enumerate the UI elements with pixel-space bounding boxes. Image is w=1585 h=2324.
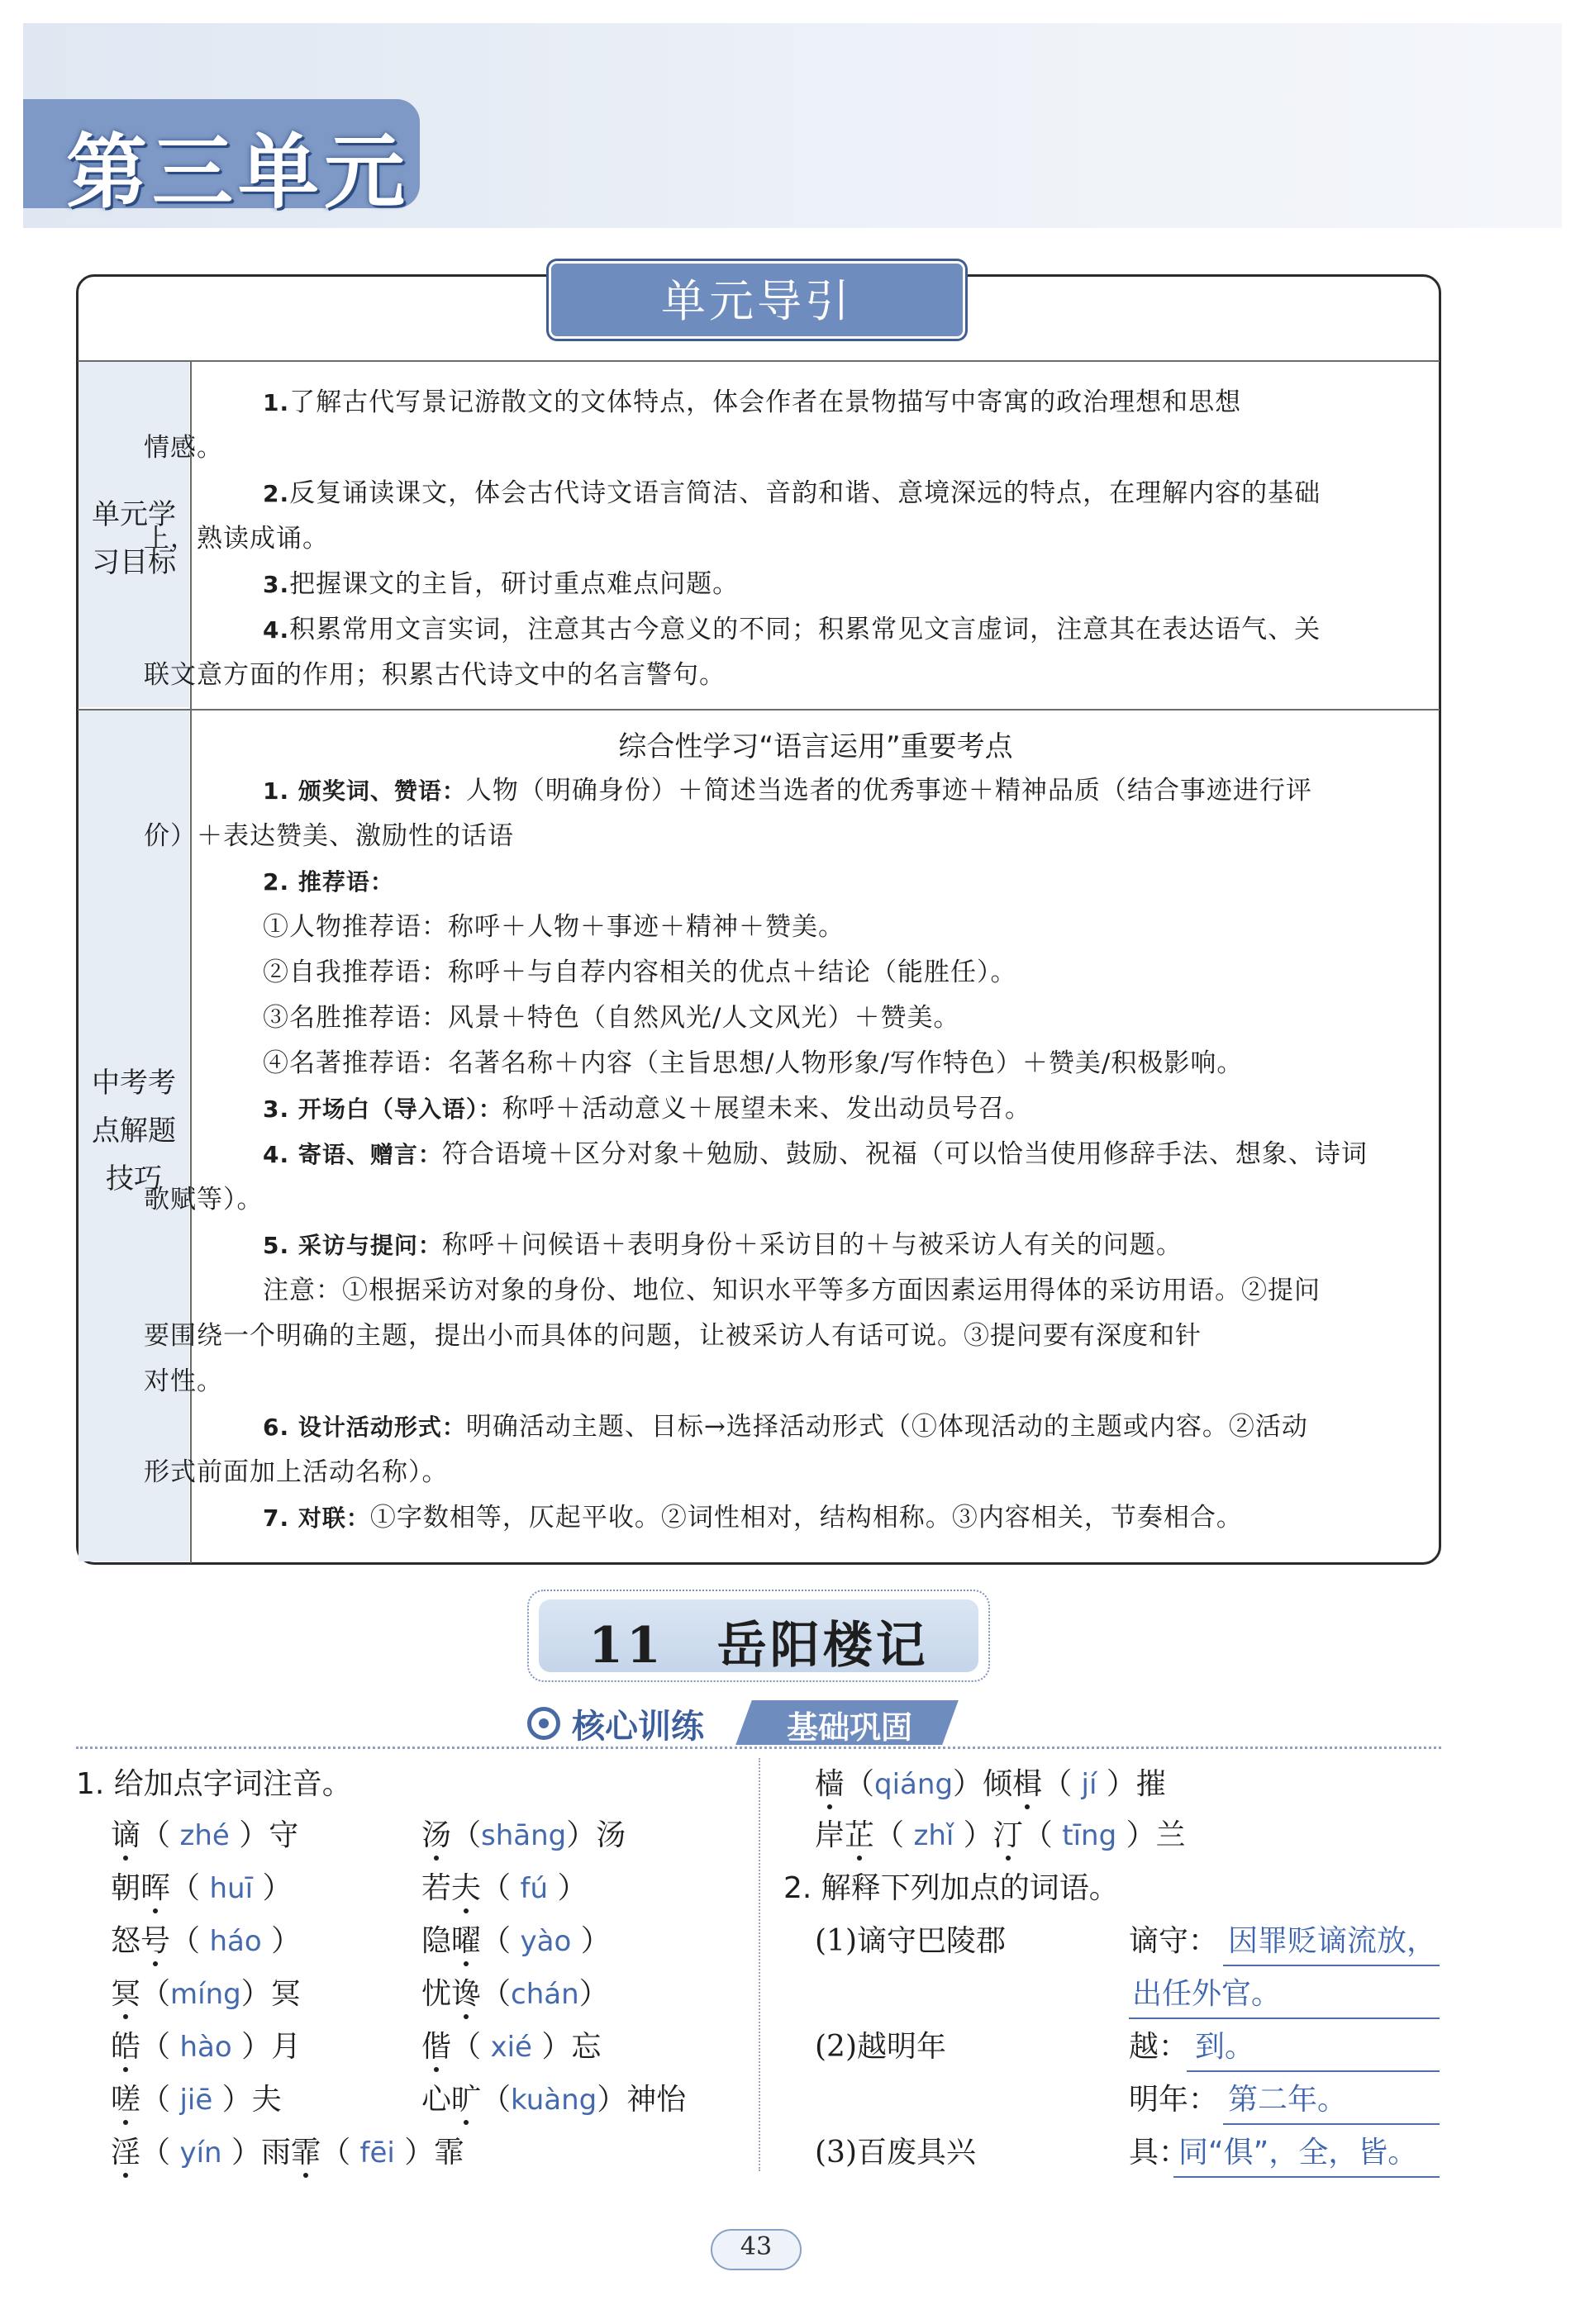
goal-2: 2.反复诵读课文，体会古代诗文语言简洁、音韵和谐、意境深远的特点，在理解内容的基础 上，熟读成诵。 bbox=[144, 478, 1321, 554]
q2-word: 具： bbox=[1129, 2136, 1189, 2170]
pinyin-item: 汤（shāng）汤 bbox=[421, 1818, 626, 1852]
goals-label: 单元学 习目标 bbox=[92, 498, 176, 579]
q2-phrase: (1)谪守巴陵郡 bbox=[815, 1924, 1006, 1958]
column-divider bbox=[759, 1758, 760, 2171]
skill-7: 7. 对联：①字数相等，仄起平收。②词性相对，结构相称。③内容相关，节奏相合。 bbox=[263, 1503, 1243, 1533]
skill-6: 6. 设计活动形式：明确活动主题、目标→选择活动形式（①体现活动的主题或内容。②活动 形式前面加上活动名称）。 bbox=[144, 1412, 1308, 1487]
pinyin-item: 淫（ yín ）雨霏（ fēi ）霏 bbox=[111, 2136, 464, 2170]
pinyin-item: 谪（ zhé ）守 bbox=[111, 1818, 299, 1852]
skill-2: 2. 推荐语： bbox=[263, 868, 394, 896]
q2-answer-cont: 出任外官。 bbox=[1132, 1977, 1282, 2011]
pinyin-item: 嗟（ jiē ）夫 bbox=[111, 2083, 282, 2117]
q2-word: 越： bbox=[1129, 2030, 1189, 2064]
pinyin-item: 岸芷（ zhǐ ）汀（ tīng ）兰 bbox=[815, 1818, 1186, 1852]
q2-word: 谪守： bbox=[1129, 1924, 1219, 1958]
skill-2-item: ④名著推荐语：名著名称＋内容（主旨思想/人物形象/写作特色）＋赞美/积极影响。 bbox=[263, 1048, 1244, 1078]
skill-2-item: ②自我推荐语：称呼＋与自荐内容相关的优点＋结论（能胜任）。 bbox=[263, 958, 1017, 987]
q2-answer: 同“俱”，全，皆。 bbox=[1178, 2136, 1418, 2170]
skill-4: 4. 寄语、赠言：符合语境＋区分对象＋勉励、鼓励、祝福（可以恰当使用修辞手法、想象、诗词 歌赋等）。 bbox=[144, 1139, 1368, 1214]
page-number: 43 bbox=[740, 2232, 773, 2261]
answer-rule bbox=[1129, 2017, 1440, 2019]
skill-3: 3. 开场白（导入语）：称呼＋活动意义＋展望未来、发出动员号召。 bbox=[263, 1094, 1031, 1124]
pinyin-item: 若夫（ fú ） bbox=[421, 1871, 588, 1905]
pinyin-item: 冥（míng）冥 bbox=[111, 1977, 301, 2011]
answer-rule bbox=[1187, 2070, 1440, 2072]
q2-answer: 到。 bbox=[1195, 2030, 1255, 2064]
answer-rule bbox=[1173, 2176, 1440, 2178]
pinyin-item: 皓（ hào ）月 bbox=[111, 2030, 302, 2064]
goal-4: 4.积累常用文言实词，注意其古今意义的不同；积累常见文言虚词，注意其在表达语气、关 联文意方面的作用；积累古代诗文中的名言警句。 bbox=[144, 615, 1321, 690]
answer-rule bbox=[1223, 1965, 1440, 1966]
skill-2-item: ①人物推荐语：称呼＋人物＋事迹＋精神＋赞美。 bbox=[263, 912, 845, 942]
pinyin-item: 怒号（ háo ） bbox=[111, 1924, 302, 1958]
unit-title: 第三单元 bbox=[66, 126, 411, 220]
q2-phrase: (3)百废具兴 bbox=[815, 2136, 976, 2170]
q2-phrase: (2)越明年 bbox=[815, 2030, 946, 2064]
pinyin-item: 樯（qiáng）倾楫（ jí ）摧 bbox=[815, 1767, 1166, 1801]
q1-prompt: 1. 给加点字词注音。 bbox=[76, 1767, 352, 1801]
skills-heading: 综合性学习“语言运用”重要考点 bbox=[618, 730, 1013, 763]
q2-answer: 第二年。 bbox=[1228, 2083, 1348, 2117]
q2-answer: 因罪贬谪流放， bbox=[1228, 1924, 1437, 1958]
guide-title: 单元导引 bbox=[661, 275, 853, 327]
goal-3: 3.把握课文的主旨，研讨重点难点问题。 bbox=[263, 569, 740, 599]
answer-rule bbox=[1223, 2123, 1440, 2125]
skill-5: 5. 采访与提问：称呼＋问候语＋表明身份＋采访目的＋与被采访人有关的问题。 bbox=[263, 1230, 1183, 1260]
training-tag-text: 基础巩固 bbox=[786, 1709, 912, 1746]
goal-1: 1.了解古代写景记游散文的文体特点，体会作者在景物描写中寄寓的政治理想和思想 情感。 bbox=[144, 387, 1242, 463]
table-rule bbox=[78, 360, 1440, 362]
skill-1: 1. 颁奖词、赞语：人物（明确身份）＋简述当选者的优秀事迹＋精神品质（结合事迹进行评 价）＋表达赞美、激励性的话语 bbox=[144, 776, 1312, 851]
q2-prompt: 2. 解释下列加点的词语。 bbox=[783, 1871, 1119, 1905]
q2-word: 明年： bbox=[1129, 2083, 1219, 2117]
target-icon bbox=[527, 1707, 560, 1740]
pinyin-item: 隐曜（ yào ） bbox=[421, 1924, 611, 1958]
training-label: 核心训练 bbox=[572, 1708, 704, 1746]
pinyin-item: 偕（ xié ）忘 bbox=[421, 2030, 602, 2064]
table-rule bbox=[78, 709, 1440, 711]
skill-2-item: ③名胜推荐语：风景＋特色（自然风光/人文风光）＋赞美。 bbox=[263, 1003, 960, 1033]
lesson-title: 11 岳阳楼记 bbox=[588, 1617, 929, 1675]
skill-5-note: 注意：①根据采访对象的身份、地位、知识水平等多方面因素运用得体的采访用语。②提问 要围绕一个明确的主题，提出小而具体的问题，让被采访人有话可说。③提问要有深度和针 对性。 bbox=[144, 1276, 1321, 1396]
pinyin-item: 忧谗（chán） bbox=[421, 1977, 609, 2011]
skills-label: 中考考 点解题 技巧 bbox=[92, 1067, 176, 1195]
pinyin-item: 心旷（kuàng）神怡 bbox=[421, 2083, 687, 2117]
pinyin-item: 朝晖（ huī ） bbox=[111, 1871, 293, 1905]
